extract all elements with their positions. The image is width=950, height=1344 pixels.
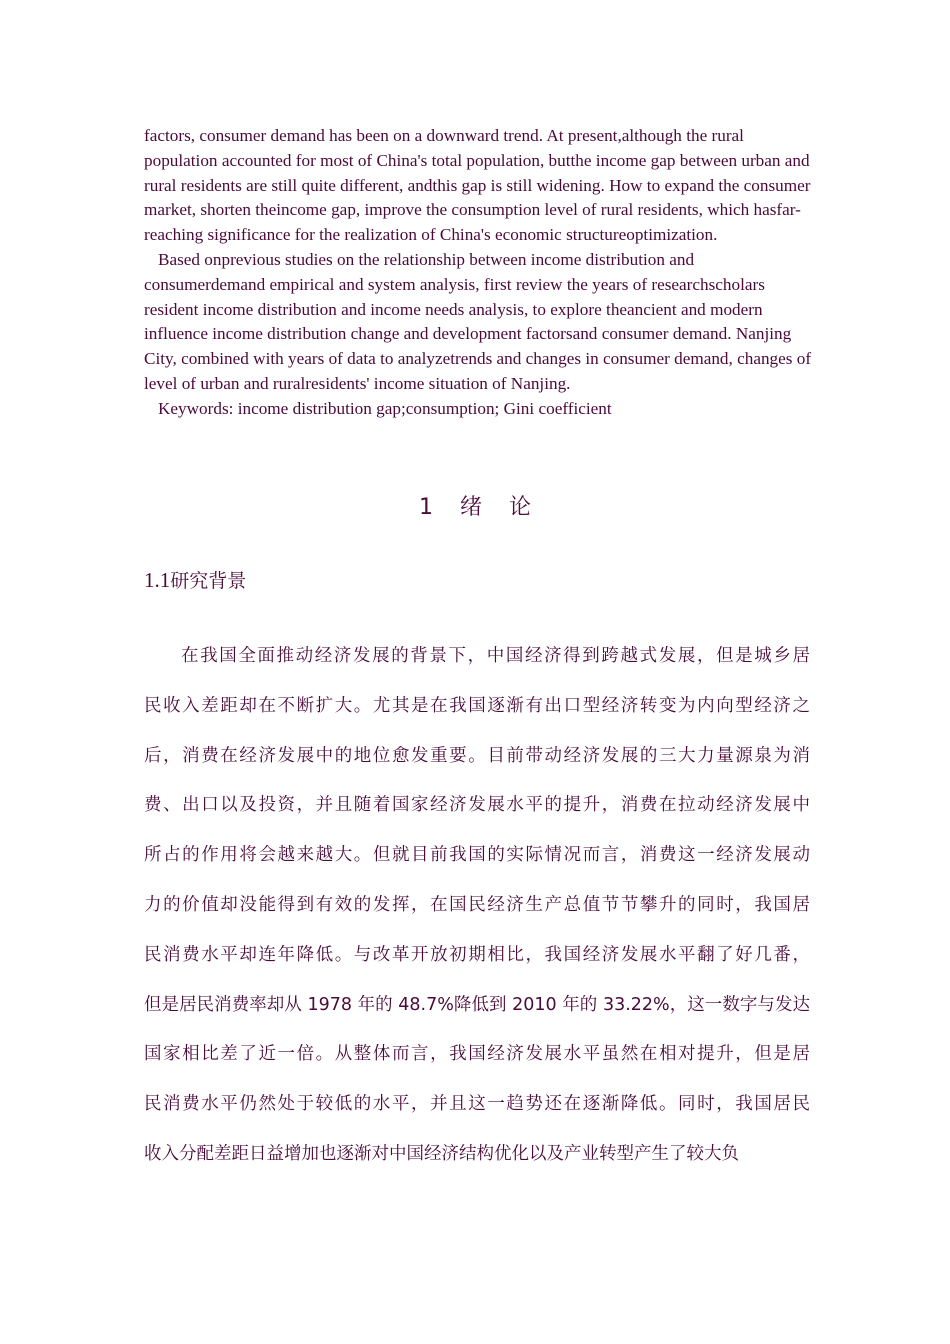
chapter-title: 1 绪 论 <box>419 495 541 520</box>
body-line: 但是居民消费率却从 1978 年的 48.7%降低到 2010 年的 33.22%，这一数字与发达 <box>144 994 810 1015</box>
abstract-keywords: Keywords: income distribution gap;consumption; Gini coefficient <box>158 398 612 418</box>
body-line: 在我国全面推动经济发展的背景下，中国经济得到跨越式发展，但是城乡居 <box>181 646 810 666</box>
section-title: 研究背景 <box>170 570 247 592</box>
section-heading <box>144 564 246 597</box>
abstract-paragraph-1: factors, consumer demand has been on a downward trend. At present,although the rural population accounted for most of China's total population, butthe income gap between urban and rural residents are still quite different, andthis gap is still widening. How to expand the consumer market, shorten theincome gap, improve the consumption level of rural residents, which hasfar-reaching significance for the realization of China's economic structureoptimization. <box>144 126 811 245</box>
body-line: 民消费水平却连年降低。与改革开放初期相比，我国经济发展水平翻了好几番， <box>144 944 810 965</box>
body-line: 收入分配差距日益增加也逐渐对中国经济结构优化以及产业转型产生了较大负 <box>144 1143 739 1164</box>
abstract-paragraph-2: Based onprevious studies on the relationship between income distribution and consumerdemand empirical and system analysis, first review the years of researchscholars resident income distribution and income needs analysis, to explore theancient and modern influence income distribution change and development factorsand consumer demand. Nanjing City, combined with years of data to analyzetrends and changes in consumer demand, changes of level of urban and ruralresidents' income situation of Nanjing. <box>144 249 812 393</box>
body-line: 后，消费在经济发展中的地位愈发重要。目前带动经济发展的三大力量源泉为消 <box>144 745 810 766</box>
body-line: 力的价值却没能得到有效的发挥，在国民经济生产总值节节攀升的同时，我国居 <box>144 894 810 915</box>
body-line: 所占的作用将会越来越大。但就目前我国的实际情况而言，消费这一经济发展动 <box>144 845 810 866</box>
english-abstract <box>144 124 812 422</box>
body-line: 费、出口以及投资，并且随着国家经济发展水平的提升，消费在拉动经济发展中 <box>144 795 810 816</box>
body-line: 国家相比差了近一倍。从整体而言，我国经济发展水平虽然在相对提升，但是居 <box>144 1044 810 1065</box>
body-paragraph <box>144 632 810 1180</box>
section-number: 1.1 <box>144 568 171 592</box>
body-line: 民消费水平仍然处于较低的水平，并且这一趋势还在逐渐降低。同时，我国居民 <box>144 1094 810 1115</box>
body-line: 民收入差距却在不断扩大。尤其是在我国逐渐有出口型经济转变为内向型经济之 <box>144 695 810 716</box>
